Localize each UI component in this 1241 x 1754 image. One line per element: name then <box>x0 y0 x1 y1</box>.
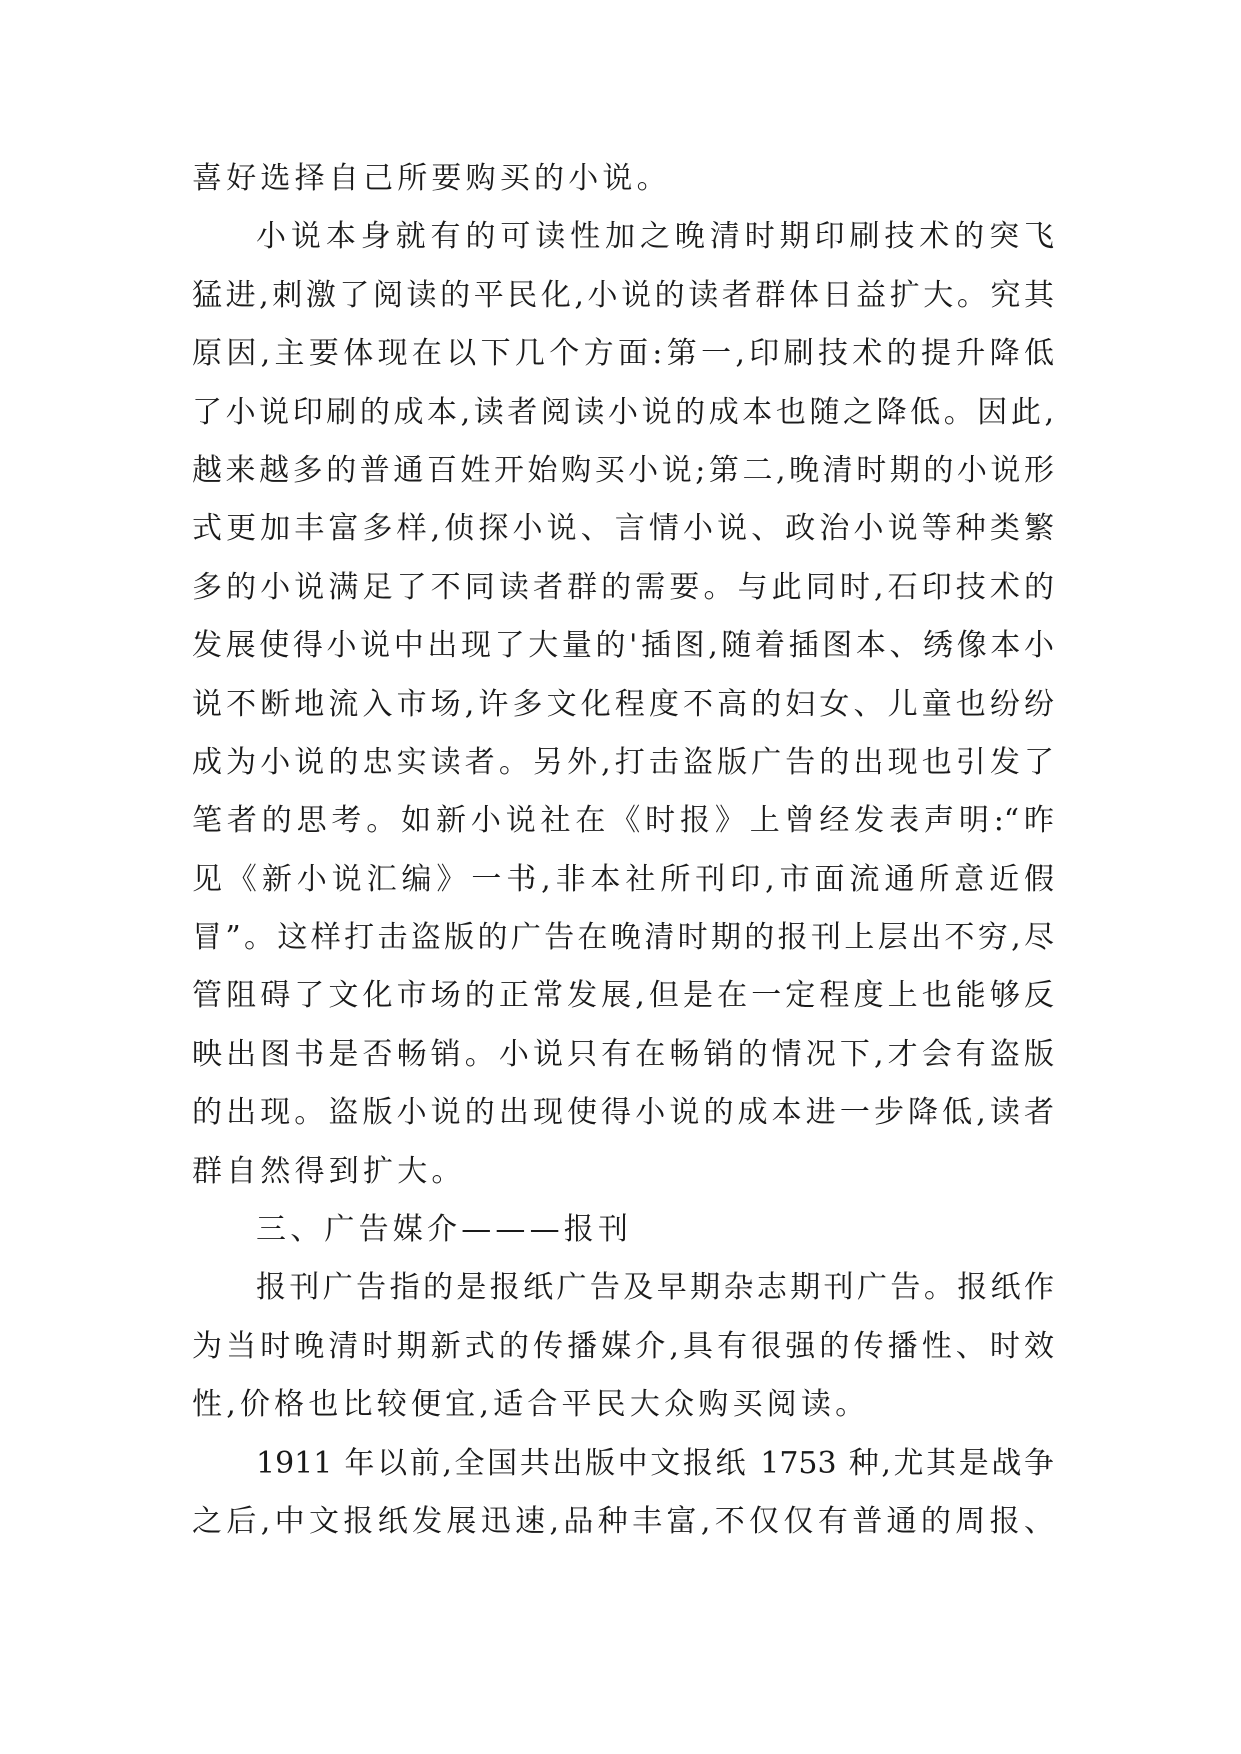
text-line: 群自然得到扩大。 <box>192 1153 466 1189</box>
document-page <box>192 150 1054 1551</box>
text-line: 性,价格也比较便宜,适合平民大众购买阅读。 <box>192 1387 870 1423</box>
text-line: 猛进,刺激了阅读的平民化,小说的读者群体日益扩大。究其 <box>192 277 1054 313</box>
text-line: 映出图书是否畅销。小说只有在畅销的情况下,才会有盗版 <box>192 1036 1054 1072</box>
text-line: 喜好选择自己所要购买的小说。 <box>192 161 671 196</box>
text-line: 1911 年以前,全国共出版中文报纸 1753 种,尤其是战争 <box>256 1445 1054 1481</box>
text-line: 冒”。这样打击盗版的广告在晚清时期的报刊上层出不穷,尽 <box>192 920 1054 956</box>
text-line: 报刊广告指的是报纸广告及早期杂志期刊广告。报纸作 <box>256 1270 1054 1306</box>
text-line: 之后,中文报纸发展迅速,品种丰富,不仅仅有普通的周报、 <box>192 1503 1054 1539</box>
text-line: 笔者的思考。如新小说社在《时报》上曾经发表声明:“昨 <box>192 803 1054 839</box>
text-line: 发展使得小说中出现了大量的'插图,随着插图本、绣像本小 <box>192 628 1054 664</box>
text-line: 的出现。盗版小说的出现使得小说的成本进一步降低,读者 <box>192 1095 1054 1131</box>
text-line: 为当时晚清时期新式的传播媒介,具有很强的传播性、时效 <box>192 1328 1054 1364</box>
text-line: 说不断地流入市场,许多文化程度不高的妇女、儿童也纷纷 <box>192 686 1054 722</box>
text-line: 小说本身就有的可读性加之晚清时期印刷技术的突飞 <box>256 219 1054 255</box>
text-line: 见《新小说汇编》一书,非本社所刊印,市面流通所意近假 <box>192 861 1054 897</box>
text-line: 越来越多的普通百姓开始购买小说;第二,晚清时期的小说形 <box>192 452 1054 488</box>
section-heading: 三、广告媒介———报刊 <box>256 1212 633 1248</box>
text-line: 管阻碍了文化市场的正常发展,但是在一定程度上也能够反 <box>192 978 1054 1014</box>
text-line: 式更加丰富多样,侦探小说、言情小说、政治小说等种类繁 <box>192 511 1054 547</box>
text-line: 多的小说满足了不同读者群的需要。与此同时,石印技术的 <box>192 569 1054 605</box>
text-line: 成为小说的忠实读者。另外,打击盗版广告的出现也引发了 <box>192 744 1054 780</box>
text-line: 了小说印刷的成本,读者阅读小说的成本也随之降低。因此, <box>192 394 1054 430</box>
text-line: 原因,主要体现在以下几个方面:第一,印刷技术的提升降低 <box>192 336 1054 372</box>
